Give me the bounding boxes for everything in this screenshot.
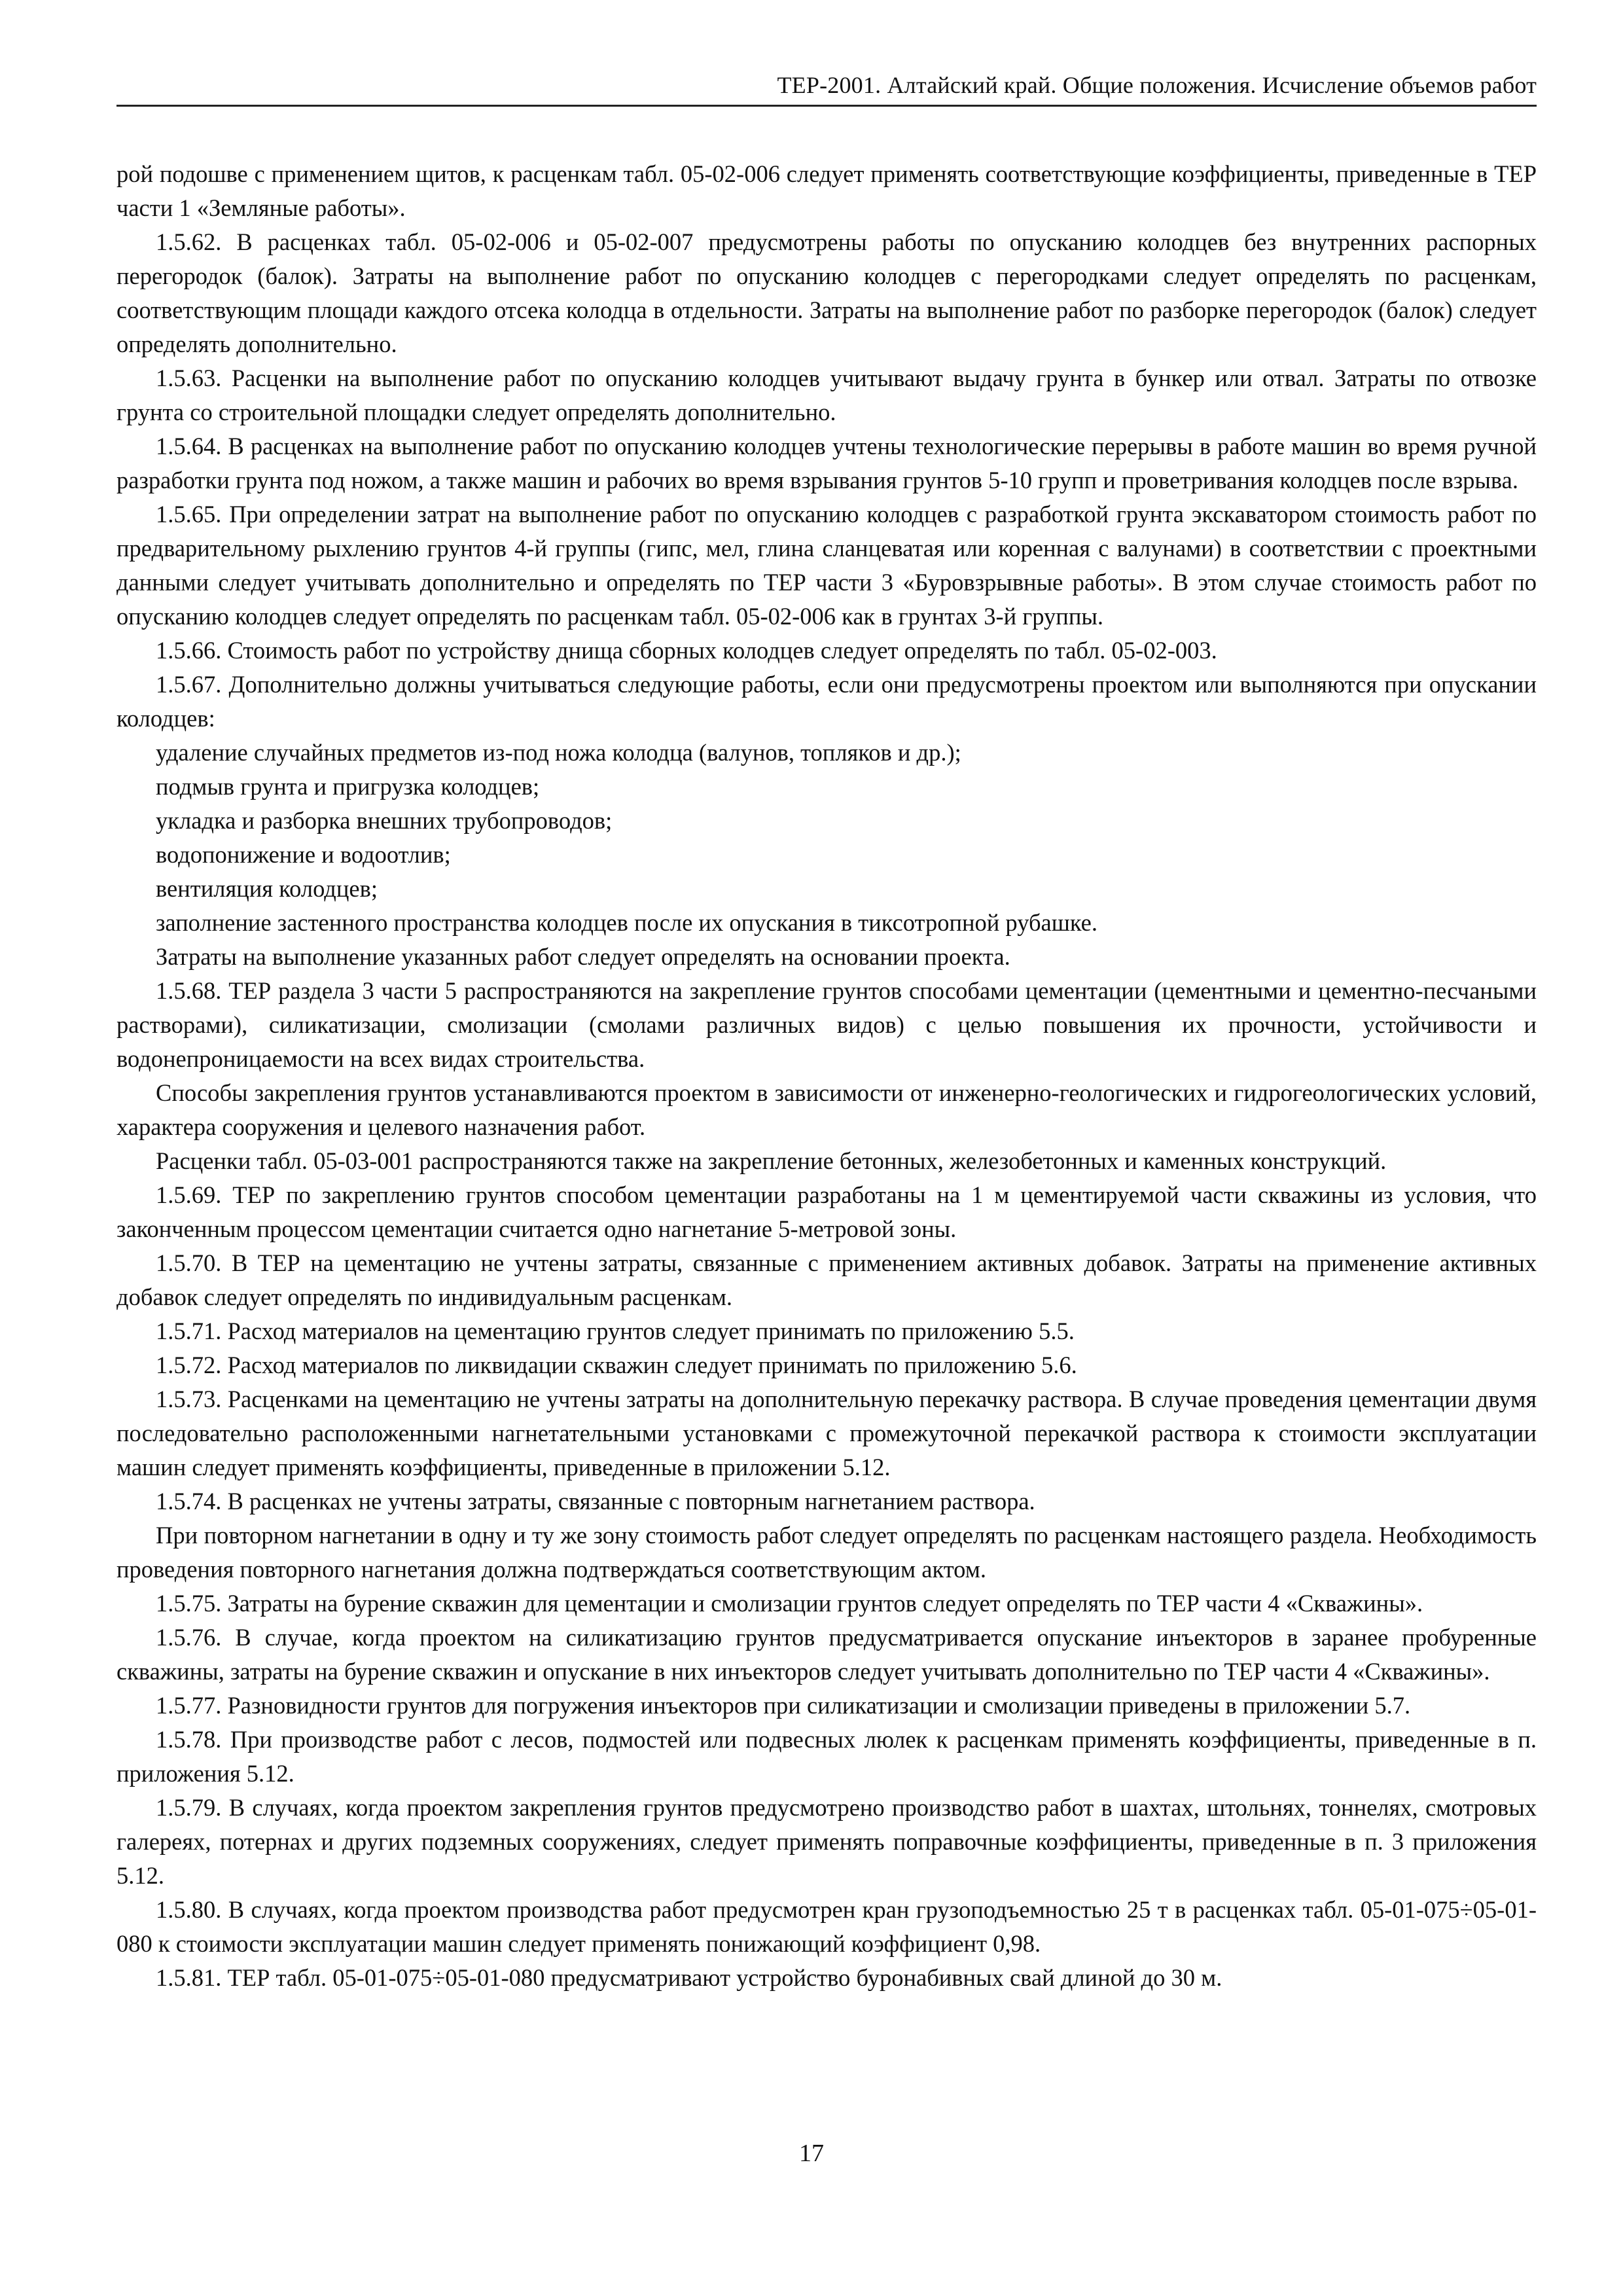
- list-item: заполнение застенного пространства колодцев после их опускания в тиксотропной рубашке.: [156, 909, 1097, 936]
- paragraph: 1.5.68. ТЕР раздела 3 части 5 распространяются на закрепление грунтов способами цементации (цементными и цементно-песчаными растворами), силикатизации, смолизации (смолами различных видов) с целью повышения их прочности, устойчивости и водонепроницаемости на всех видах строительства.: [116, 977, 1537, 1072]
- paragraph: 1.5.78. При производстве работ с лесов, подмостей или подвесных люлек к расценкам применять коэффициенты, приведенные в п. приложения 5.12.: [116, 1726, 1537, 1787]
- list-item: подмыв грунта и пригрузка колодцев;: [156, 773, 540, 800]
- paragraph: рой подошве с применением щитов, к расценкам табл. 05-02-006 следует применять соответствующие коэффициенты, приведенные в ТЕР части 1 «Земляные работы».: [116, 160, 1537, 221]
- paragraph: Расценки табл. 05-03-001 распространяются также на закрепление бетонных, железобетонных и каменных конструкций.: [156, 1147, 1387, 1174]
- paragraph: 1.5.65. При определении затрат на выполнение работ по опусканию колодцев с разработкой грунта экскаватором стоимость работ по предварительному рыхлению грунтов 4-й группы (гипс, мел, глина сланцеватая или коренная с валунами) в соответствии с проектными данными следует учитывать дополнительно и определять по ТЕР части 3 «Буровзрывные работы». В этом случае стоимость работ по опусканию колодцев следует определять по расценкам табл. 05-02-006 как в грунтах 3-й группы.: [116, 501, 1537, 630]
- paragraph: 1.5.66. Стоимость работ по устройству днища сборных колодцев следует определять по табл. 05-02-003.: [156, 637, 1217, 664]
- body-text: [116, 157, 1537, 1995]
- paragraph: 1.5.64. В расценках на выполнение работ по опусканию колодцев учтены технологические перерывы в работе машин во время ручной разработки грунта под ножом, а также машин и рабочих во время взрывания грунтов 5-10 групп и проветривания колодцев после взрыва.: [116, 433, 1537, 493]
- page-number: 17: [799, 2140, 824, 2167]
- list-item: укладка и разборка внешних трубопроводов;: [156, 807, 613, 834]
- paragraph: 1.5.80. В случаях, когда проектом производства работ предусмотрен кран грузоподъемностью 25 т в расценках табл. 05-01-075÷05-01-080 к стоимости эксплуатации машин следует применять понижающий коэффициент 0,98.: [116, 1896, 1537, 1957]
- paragraph: При повторном нагнетании в одну и ту же зону стоимость работ следует определять по расценкам настоящего раздела. Необходимость проведения повторного нагнетания должна подтверждаться соответствующим актом.: [116, 1522, 1537, 1583]
- paragraph: 1.5.72. Расход материалов по ликвидации скважин следует принимать по приложению 5.6.: [156, 1352, 1077, 1378]
- paragraph: 1.5.71. Расход материалов на цементацию грунтов следует принимать по приложению 5.5.: [156, 1318, 1075, 1344]
- paragraph: 1.5.62. В расценках табл. 05-02-006 и 05-02-007 предусмотрены работы по опусканию колодцев без внутренних распорных перегородок (балок). Затраты на выполнение работ по опусканию колодцев с перегородками следует определять по расценкам, соответствующим площади каждого отсека колодца в отдельности. Затраты на выполнение работ по разборке перегородок (балок) следует определять дополнительно.: [116, 228, 1537, 357]
- paragraph: 1.5.70. В ТЕР на цементацию не учтены затраты, связанные с применением активных добавок. Затраты на применение активных добавок следует определять по индивидуальным расценкам.: [116, 1249, 1537, 1310]
- paragraph: 1.5.81. ТЕР табл. 05-01-075÷05-01-080 предусматривают устройство буронабивных свай длиной до 30 м.: [156, 1964, 1222, 1991]
- paragraph: 1.5.73. Расценками на цементацию не учтены затраты на дополнительную перекачку раствора. В случае проведения цементации двумя последовательно расположенными нагнетательными установками с промежуточной перекачкой раствора к стоимости эксплуатации машин следует применять коэффициенты, приведенные в приложении 5.12.: [116, 1386, 1537, 1480]
- paragraph: Способы закрепления грунтов устанавливаются проектом в зависимости от инженерно-геологических и гидрогеологических условий, характера сооружения и целевого назначения работ.: [116, 1079, 1537, 1140]
- paragraph: Затраты на выполнение указанных работ следует определять на основании проекта.: [156, 943, 1010, 970]
- paragraph: 1.5.69. ТЕР по закреплению грунтов способом цементации разработаны на 1 м цементируемой части скважины из условия, что законченным процессом цементации считается одно нагнетание 5-метровой зоны.: [116, 1181, 1537, 1242]
- paragraph: 1.5.63. Расценки на выполнение работ по опусканию колодцев учитывают выдачу грунта в бункер или отвал. Затраты по отвозке грунта со строительной площадки следует определять дополнительно.: [116, 365, 1537, 425]
- running-header: ТЕР-2001. Алтайский край. Общие положения. Исчисление объемов работ: [116, 71, 1537, 107]
- list-item: водопонижение и водоотлив;: [156, 841, 451, 868]
- paragraph: 1.5.76. В случае, когда проектом на силикатизацию грунтов предусматривается опускание инъекторов в заранее пробуренные скважины, затраты на бурение скважин и опускание в них инъекторов следует учитывать дополнительно по ТЕР части 4 «Скважины».: [116, 1624, 1537, 1685]
- paragraph: 1.5.77. Разновидности грунтов для погружения инъекторов при силикатизации и смолизации приведены в приложении 5.7.: [156, 1692, 1411, 1719]
- paragraph: 1.5.79. В случаях, когда проектом закрепления грунтов предусмотрено производство работ в шахтах, штольнях, тоннелях, смотровых галереях, потернах и других подземных сооружениях, следует применять поправочные коэффициенты, приведенные в п. 3 приложения 5.12.: [116, 1794, 1537, 1889]
- paragraph: 1.5.75. Затраты на бурение скважин для цементации и смолизации грунтов следует определять по ТЕР части 4 «Скважины».: [156, 1590, 1423, 1617]
- list-item: вентиляция колодцев;: [156, 875, 378, 902]
- paragraph: 1.5.67. Дополнительно должны учитываться следующие работы, если они предусмотрены проектом или выполняются при опускании колодцев:: [116, 671, 1537, 732]
- paragraph: 1.5.74. В расценках не учтены затраты, связанные с повторным нагнетанием раствора.: [156, 1488, 1035, 1515]
- list-item: удаление случайных предметов из-под ножа колодца (валунов, топляков и др.);: [156, 739, 961, 766]
